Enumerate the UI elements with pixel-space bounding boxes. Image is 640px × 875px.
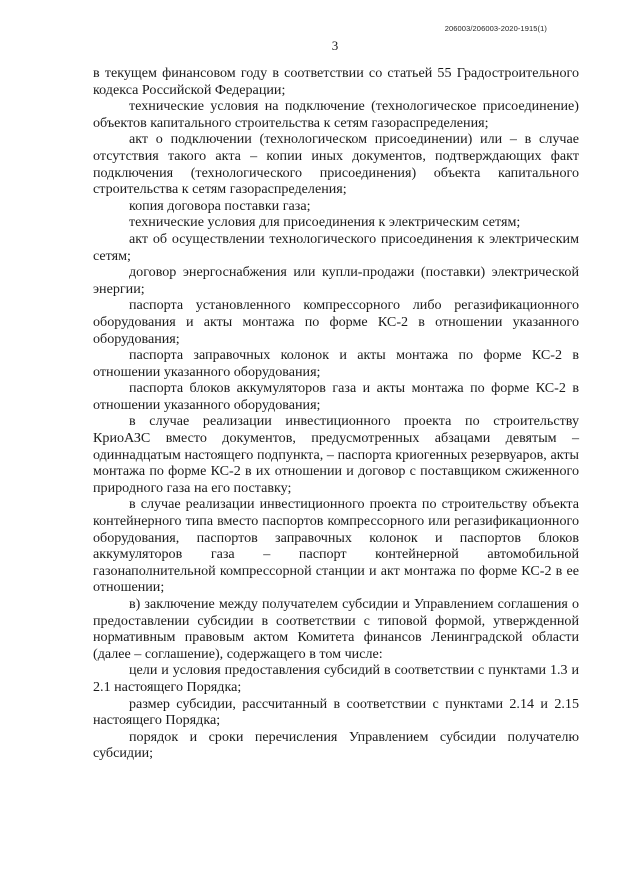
paragraph: цели и условия предоставления субсидий в соответствии с пунктами 1.3 и 2.1 настоящего Порядка; xyxy=(93,662,579,695)
paragraph: акт о подключении (технологическом присоединении) или – в случае отсутствия такого акта – копии иных документов, подтверждающих факт подключения (технологического присоединения) объекта капитального строительства к сетям газораспределения; xyxy=(93,131,579,198)
page-number: 3 xyxy=(331,38,339,53)
paragraph: паспорта установленного компрессорного либо регазификационного оборудования и акты монтажа по форме КС-2 в отношении указанного оборудования; xyxy=(93,297,579,347)
paragraph: паспорта заправочных колонок и акты монтажа по форме КС-2 в отношении указанного оборудования; xyxy=(93,347,579,380)
paragraph: копия договора поставки газа; xyxy=(129,197,311,214)
paragraph: размер субсидии, рассчитанный в соответствии с пунктами 2.14 и 2.15 настоящего Порядка; xyxy=(93,695,579,729)
paragraph: в) заключение между получателем субсидии и Управлением соглашения о предоставлении субсидии в соответствии с типовой формой, утвержденной нормативным правовым актом Комитета финансов Ленинградской области (далее – соглашение), содержащего в том числе: xyxy=(93,596,579,662)
paragraph: в текущем финансовом году в соответствии со статьей 55 Градостроительного кодекса Российской Федерации; xyxy=(93,65,579,98)
paragraph: технические условия на подключение (технологическое присоединение) объектов капитального строительства к сетям газораспределения; xyxy=(93,98,579,131)
paragraph: паспорта блоков аккумуляторов газа и акты монтажа по форме КС-2 в отношении указанного оборудования; xyxy=(93,380,579,413)
document-id: 206003/206003-2020-1915(1) xyxy=(444,24,547,33)
paragraph: технические условия для присоединения к электрическим сетям; xyxy=(129,214,521,231)
paragraph: акт об осуществлении технологического присоединения к электрическим сетям; xyxy=(93,230,579,264)
paragraph: порядок и сроки перечисления Управлением субсидии получателю субсидии; xyxy=(93,728,579,762)
paragraph: договор энергоснабжения или купли-продажи (поставки) электрической энергии; xyxy=(93,264,579,297)
paragraph: в случае реализации инвестиционного проекта по строительству объекта контейнерного типа вместо паспортов компрессорного или регазификационного оборудования, паспортов заправочных колонок и паспортов блоков аккумуляторов газа – паспорт контейнерной автомобильной газонаполнительной компрессорной станции и акт монтажа по форме КС-2 в ее отношении; xyxy=(93,496,579,596)
paragraph: в случае реализации инвестиционного проекта по строительству КриоАЗС вместо документов, предусмотренных абзацами девятым – одиннадцатым настоящего подпункта, – паспорта криогенных резервуаров, акты монтажа по форме КС-2 в их отношении и договор с поставщиком сжиженного природного газа на его поставку; xyxy=(93,413,579,496)
document-body xyxy=(93,65,579,762)
